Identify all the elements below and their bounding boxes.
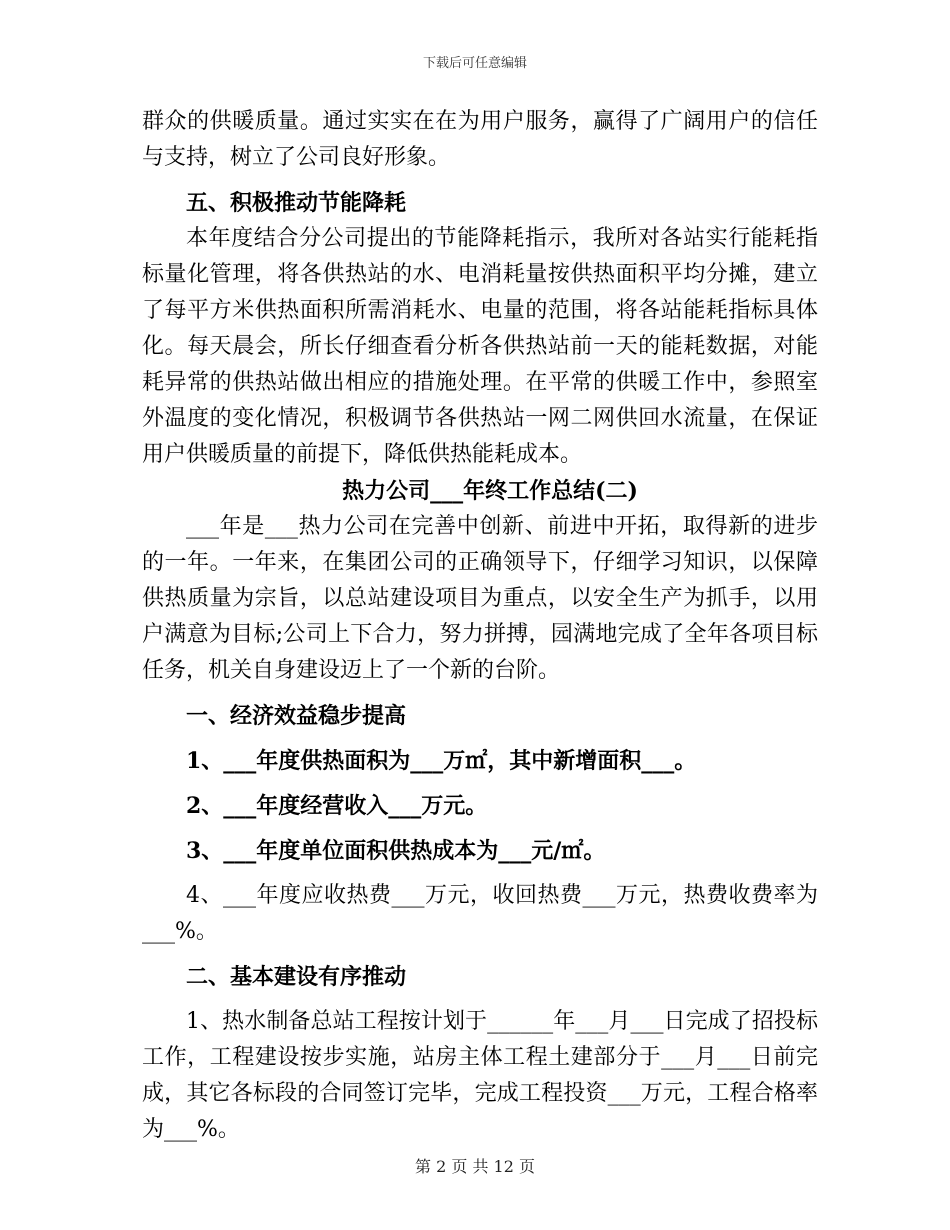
page-header-note: 下载后可任意编辑 <box>422 56 527 71</box>
document-title-part-two: 热力公司___年终工作总结(二) <box>342 478 638 504</box>
list-item-4: 4、___年度应收热费___万元，收回热费___万元，热费收费率为___%。 <box>142 883 818 944</box>
paragraph-construction: 1、热水制备总站工程按计划于______年___月___日完成了招投标工作，工程建设按步实施，站房主体工程土建部分于___月___日前完成，其它各标段的合同签订完毕，完成工程投资___万元，工程合格率为___%。 <box>142 1009 818 1142</box>
paragraph-continuation: 群众的供暖质量。通过实实在在为用户服务，赢得了广阔用户的信任与支持，树立了公司良好形象。 <box>142 109 818 170</box>
list-item-1: 1、___年度供热面积为___万㎡，其中新增面积___。 <box>186 748 697 774</box>
section-heading-five: 五、积极推动节能降耗 <box>186 190 407 216</box>
paragraph-intro: ___年是___热力公司在完善中创新、前进中开拓，取得新的进步的一年。一年来，在集团公司的正确领导下，仔细学习知识，以保障供热质量为宗旨，以总站建设项目为重点，以安全生产为抓手，以用户满意为目标;公司上下合力，努力拼搏，园满地完成了全年各项目标任务，机关自身建设迈上了一个新的台阶。 <box>142 514 818 683</box>
page-footer: 第 2 页 共 12 页 <box>415 1157 535 1176</box>
document-body <box>142 104 818 1148</box>
section-heading-two: 二、基本建设有序推动 <box>186 964 407 990</box>
list-item-2: 2、___年度经营收入___万元。 <box>186 793 488 819</box>
section-heading-one: 一、经济效益稳步提高 <box>186 703 407 729</box>
paragraph-energy-saving: 本年度结合分公司提出的节能降耗指示，我所对各站实行能耗指标量化管理，将各供热站的水、电消耗量按供热面积平均分摊，建立了每平方米供热面积所需消耗水、电量的范围，将各站能耗指标具体化。每天晨会，所长仔细查看分析各供热站前一天的能耗数据，对能耗异常的供热站做出相应的措施处理。在平常的供暖工作中，参照室外温度的变化情况，积极调节各供热站一网二网供回水流量，在保证用户供暖质量的前提下，降低供热能耗成本。 <box>142 226 818 467</box>
list-item-3: 3、___年度单位面积供热成本为___元/㎡。 <box>186 838 606 864</box>
